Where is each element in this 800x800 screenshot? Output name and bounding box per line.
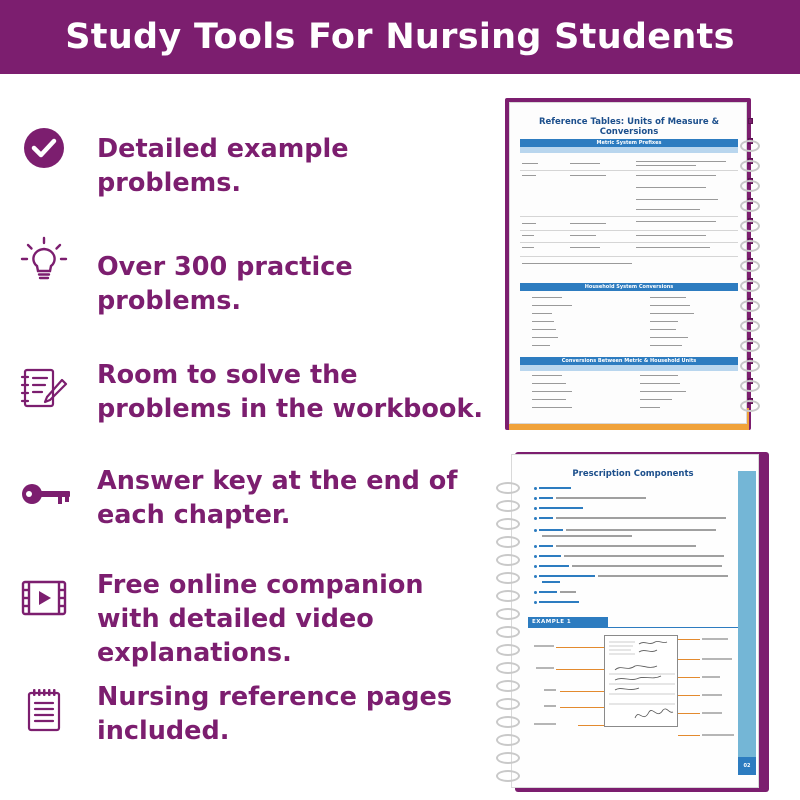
text-line — [636, 175, 716, 176]
text-line — [640, 407, 660, 408]
book-page-title: Reference Tables: Units of Measure & Conversions — [538, 117, 719, 137]
table-row — [520, 243, 738, 257]
text-line — [532, 345, 550, 346]
text-line — [636, 187, 706, 188]
book-page — [511, 454, 759, 788]
text-line — [650, 297, 686, 298]
list-item — [534, 533, 734, 540]
spiral-coil — [740, 340, 760, 352]
list-item — [534, 599, 734, 606]
text-line — [636, 161, 726, 162]
chapter-number: 02 — [738, 757, 756, 775]
spiral-coil — [740, 200, 760, 212]
spiral-coil — [740, 220, 760, 232]
text-line — [650, 321, 678, 322]
feature-text: Over 300 practice problems. — [97, 252, 353, 316]
spiral-coil — [496, 608, 520, 620]
spiral-coil — [496, 500, 520, 512]
spiral-coil — [740, 160, 760, 172]
spiral-coil — [496, 482, 520, 494]
spiral-coil — [496, 752, 520, 764]
check-circle-icon — [20, 124, 68, 172]
text-line — [522, 247, 534, 248]
spiral-coil — [496, 734, 520, 746]
text-line — [650, 305, 690, 306]
text-line — [636, 209, 700, 210]
annotation-line — [678, 695, 700, 696]
spiral-coil — [496, 572, 520, 584]
text-line — [522, 263, 632, 264]
list-item — [534, 515, 734, 522]
text-line — [650, 345, 682, 346]
feature-text: Free online companion with detailed video explanations. — [97, 570, 424, 668]
text-line — [522, 163, 538, 164]
annotation-line — [678, 713, 700, 714]
lightbulb-icon — [20, 236, 68, 284]
text-line — [532, 321, 554, 322]
annotation-line — [678, 735, 700, 736]
spiral-coil — [740, 360, 760, 372]
text-line — [532, 391, 572, 392]
text-line — [640, 399, 672, 400]
feature-item — [0, 122, 480, 198]
spiral-coil — [496, 644, 520, 656]
annotation-line — [678, 639, 700, 640]
feature-text: Nursing reference pages included. — [97, 682, 453, 746]
spiral-coil — [496, 662, 520, 674]
text-line — [650, 337, 688, 338]
spiral-coil — [740, 260, 760, 272]
text-line — [570, 247, 600, 248]
key-icon — [20, 470, 72, 518]
text-line — [570, 223, 606, 224]
prescription-form-image — [604, 635, 678, 727]
text-line — [532, 407, 572, 408]
text-line — [640, 375, 678, 376]
annotation-line — [578, 725, 604, 726]
table-subheader — [520, 147, 738, 153]
text-line — [532, 337, 558, 338]
annotation-line — [678, 677, 700, 678]
spiral-coil — [740, 400, 760, 412]
text-line — [636, 247, 710, 248]
spiral-coil — [496, 680, 520, 692]
list-item — [534, 579, 734, 586]
chapter-side-band — [738, 471, 756, 775]
annotation-line — [556, 669, 604, 670]
text-line — [532, 399, 566, 400]
annotation-line — [560, 691, 604, 692]
feature-text: Answer key at the end of each chapter. — [97, 466, 458, 530]
text-line — [570, 235, 596, 236]
text-line — [640, 391, 686, 392]
text-line — [636, 165, 696, 166]
page-header — [0, 0, 800, 74]
feature-text: Room to solve the problems in the workbook. — [97, 360, 484, 424]
feature-item — [0, 354, 484, 434]
spiral-coil — [740, 180, 760, 192]
divider — [528, 627, 738, 628]
spiral-coil — [496, 770, 520, 782]
text-line — [650, 329, 676, 330]
text-line — [532, 305, 572, 306]
book-page-title: Prescription Components — [572, 469, 694, 479]
table-row — [520, 231, 738, 243]
text-line — [640, 383, 680, 384]
table-header: Household System Conversions — [520, 283, 738, 291]
list-item — [534, 553, 734, 560]
book-tab — [748, 118, 753, 124]
text-line — [570, 175, 606, 176]
list-item — [534, 485, 734, 492]
spiral-coil — [496, 698, 520, 710]
annotation-line — [678, 659, 700, 660]
text-line — [636, 235, 706, 236]
table-row — [520, 171, 738, 217]
spiral-coil — [496, 554, 520, 566]
annotation-labels-right — [702, 635, 736, 739]
list-item — [534, 495, 734, 502]
text-line — [522, 223, 536, 224]
text-line — [522, 175, 536, 176]
spiral-coil — [740, 280, 760, 292]
feature-item — [0, 676, 480, 756]
spiral-coil — [740, 320, 760, 332]
text-line — [532, 383, 566, 384]
text-line — [570, 163, 600, 164]
text-line — [636, 199, 718, 200]
annotation-labels-left — [534, 643, 556, 733]
feature-item — [0, 460, 480, 540]
spiral-coil — [740, 140, 760, 152]
text-line — [522, 235, 534, 236]
example-label: EXAMPLE 1 — [528, 617, 608, 627]
annotation-line — [556, 647, 604, 648]
text-line — [532, 375, 562, 376]
notepad-pen-icon — [20, 364, 68, 412]
text-line — [532, 329, 556, 330]
feature-item — [0, 232, 480, 316]
annotation-line — [560, 707, 604, 708]
spiral-coil — [740, 240, 760, 252]
table-header: Metric System Prefixes — [520, 139, 738, 147]
table-body — [520, 291, 738, 361]
spiral-notepad-icon — [20, 686, 68, 734]
feature-item — [0, 564, 480, 668]
text-line — [532, 313, 552, 314]
feature-text: Detailed example problems. — [97, 134, 349, 198]
spiral-coil — [496, 626, 520, 638]
page-title: Study Tools For Nursing Students — [65, 17, 735, 57]
spiral-coil — [496, 716, 520, 728]
list-item — [534, 505, 734, 512]
spiral-coil — [496, 590, 520, 602]
list-item — [534, 589, 734, 596]
reference-tables-book-image — [505, 98, 761, 430]
prescription-components-book-image — [507, 452, 769, 792]
table-header: Conversions Between Metric & Household Units — [520, 357, 738, 365]
handwritten-prescription — [605, 636, 679, 728]
table-row — [520, 217, 738, 231]
spiral-coil — [740, 300, 760, 312]
list-item — [534, 543, 734, 550]
book-page — [509, 102, 747, 424]
spiral-coil — [496, 536, 520, 548]
spiral-coil — [740, 380, 760, 392]
text-line — [650, 313, 694, 314]
video-play-icon — [20, 574, 68, 622]
text-line — [636, 221, 716, 222]
table-subheader — [520, 365, 738, 371]
text-line — [532, 297, 562, 298]
spiral-coil — [496, 518, 520, 530]
list-item — [534, 563, 734, 570]
